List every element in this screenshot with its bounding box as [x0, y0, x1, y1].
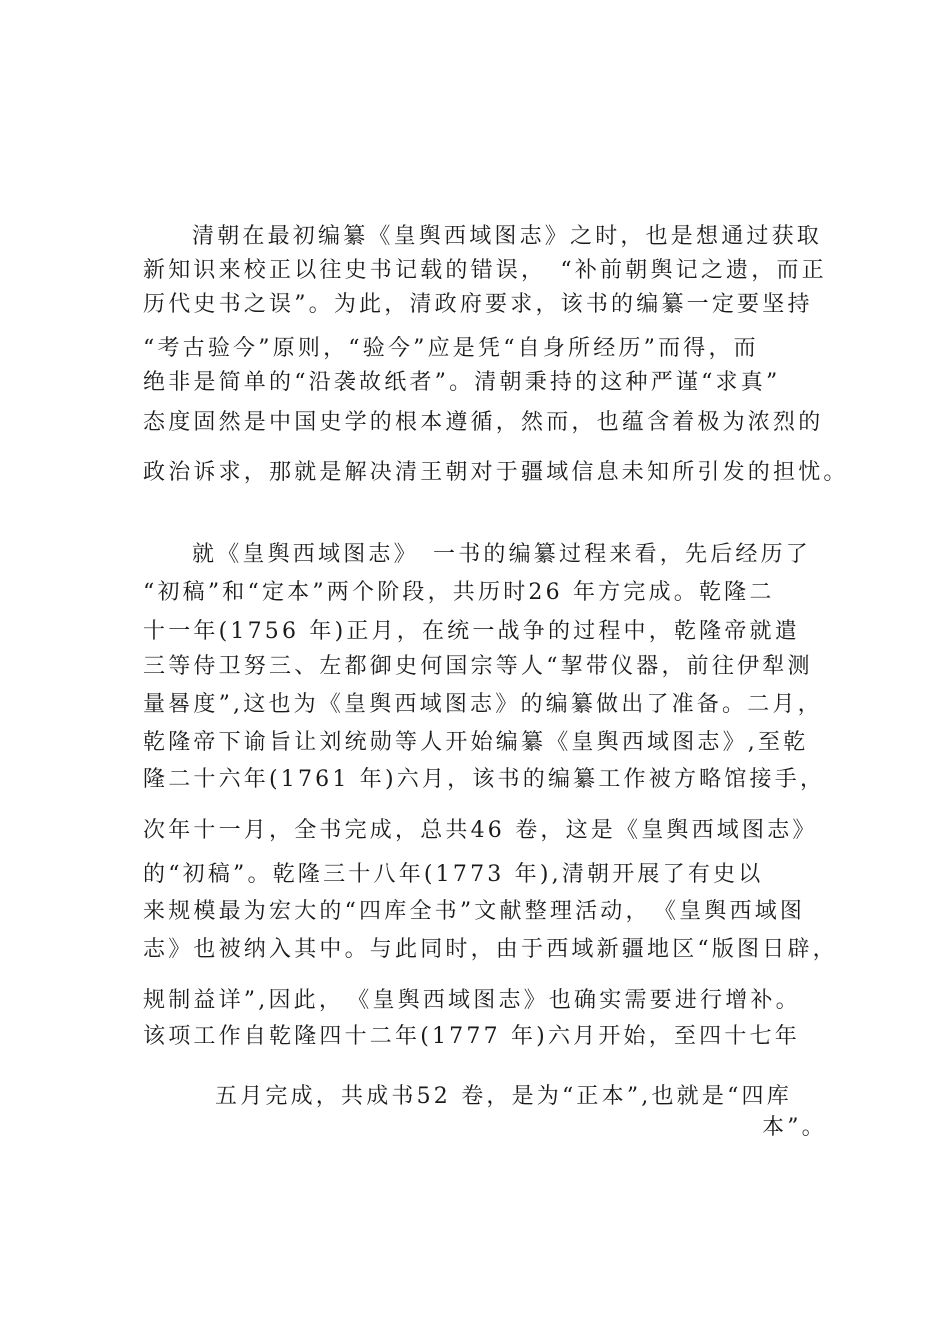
paragraph-line: “初稿”和“定本”两个阶段，共历时26 年方完成。乾隆二 — [143, 580, 775, 605]
paragraph-line: 三等侍卫努三、左都御史何国宗等人“挈带仪器，前往伊犁测 — [143, 654, 813, 679]
paragraph-line: 来规模最为宏大的“四库全书”文献整理活动， 《皇舆西域图 — [143, 899, 806, 924]
paragraph-line: 十一年(1756 年)正月，在统一战争的过程中，乾隆帝就遣 — [143, 619, 800, 644]
paragraph-line: 志》也被纳入其中。与此同时，由于西域新疆地区“版图日辟， — [143, 937, 838, 962]
paragraph-line: 绝非是简单的“沿袭故纸者”。清朝秉持的这种严谨“求真” — [143, 370, 781, 395]
paragraph-line: 规制益详”,因此， 《皇舆西域图志》也确实需要进行增补。 — [143, 988, 801, 1013]
paragraph-line: 清朝在最初编纂《皇舆西域图志》之时，也是想通过获取 — [192, 224, 823, 249]
paragraph-line: 的“初稿”。乾隆三十八年(1773 年),清朝开展了有史以 — [143, 862, 764, 887]
paragraph-line: 五月完成，共成书52 卷，是为“正本”,也就是“四库 — [215, 1084, 792, 1109]
paragraph-line: 就《皇舆西域图志》 一书的编纂过程来看，先后经历了 — [192, 542, 812, 567]
paragraph-line: 乾隆帝下谕旨让刘统勋等人开始编纂《皇舆西域图志》,至乾 — [143, 730, 809, 755]
paragraph-line: 新知识来校正以往史书记载的错误， “补前朝舆记之遗，而正 — [143, 258, 827, 283]
paragraph-line: 历代史书之误”。为此，清政府要求，该书的编纂一定要坚持 — [143, 292, 813, 317]
paragraph-line: 政治诉求，那就是解决清王朝对于疆域信息未知所引发的担忧。 — [143, 460, 849, 485]
paragraph-line: 次年十一月，全书完成，总共46 卷，这是《皇舆西域图志》 — [143, 818, 818, 843]
paragraph-line: “考古验今”原则，“验今”应是凭“自身所经历”而得，而 — [143, 336, 759, 361]
paragraph-line: 该项工作自乾隆四十二年(1777 年)六月开始，至四十七年 — [143, 1024, 800, 1049]
paragraph-line: 本”。 — [762, 1115, 827, 1140]
paragraph-line: 隆二十六年(1761 年)六月，该书的编纂工作被方略馆接手， — [143, 767, 826, 792]
paragraph-line: 态度固然是中国史学的根本遵循，然而，也蕴含着极为浓烈的 — [143, 410, 824, 435]
paragraph-line: 量晷度”,这也为《皇舆西域图志》的编纂做出了准备。二月， — [143, 692, 823, 717]
